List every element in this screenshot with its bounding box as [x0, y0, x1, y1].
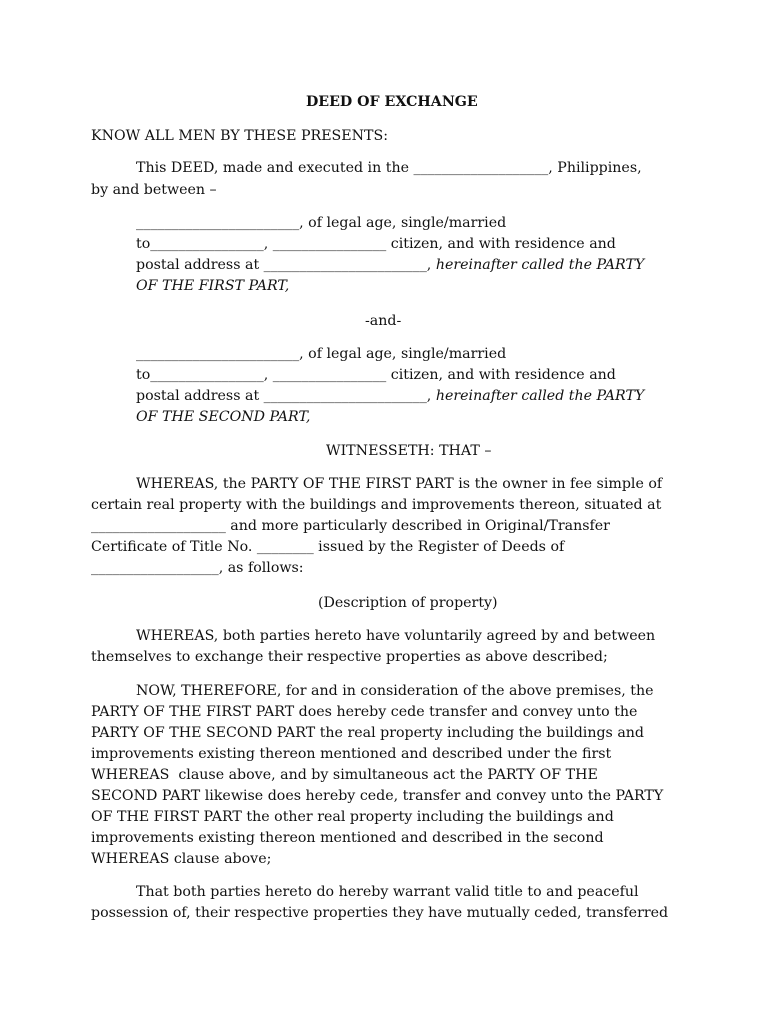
second-party-line: _______________________, of legal age, single/married: [136, 346, 507, 362]
first-party-designation-text: OF THE FIRST PART,: [136, 278, 290, 294]
witnesseth-heading: WITNESSETH: THAT –: [326, 443, 492, 459]
property-description: (Description of property): [318, 595, 498, 611]
whereas-2-line: WHEREAS, both parties hereto have voluntarily agreed by and between: [136, 628, 656, 644]
second-party-designation-text: OF THE SECOND PART,: [136, 409, 311, 425]
now-therefore-line: PARTY OF THE SECOND PART the real property including the buildings and: [91, 725, 645, 741]
second-party-designation: [136, 407, 310, 427]
whereas-1-line: ___________________ and more particularly described in Original/Transfer: [91, 518, 610, 534]
whereas-2-line: themselves to exchange their respective properties as above described;: [91, 649, 608, 665]
first-party-address: [136, 255, 644, 275]
whereas-1-line: certain real property with the buildings and improvements thereon, situated at: [91, 497, 662, 513]
now-therefore-line: WHEREAS clause above, and by simultaneous act the PARTY OF THE: [91, 767, 598, 783]
intro-line: This DEED, made and executed in the ___________________, Philippines,: [136, 160, 642, 176]
address-italic-text: hereinafter called the PARTY: [435, 388, 645, 404]
address-text: postal address at _______________________,: [136, 257, 436, 273]
second-party-address: [136, 386, 644, 406]
warranty-line: That both parties hereto do hereby warrant valid title to and peaceful: [136, 884, 639, 900]
now-therefore-line: SECOND PART likewise does hereby cede, transfer and convey unto the PARTY: [91, 788, 664, 804]
address-text: postal address at _______________________,: [136, 388, 436, 404]
whereas-1-line: WHEREAS, the PARTY OF THE FIRST PART is the owner in fee simple of: [136, 476, 663, 492]
first-party-line: to________________, ________________ citizen, and with residence and: [136, 236, 616, 252]
intro-line: by and between –: [91, 182, 217, 198]
opening-line: KNOW ALL MEN BY THESE PRESENTS:: [91, 128, 389, 144]
and-separator: -and-: [365, 313, 402, 329]
whereas-1-line: __________________, as follows:: [91, 560, 304, 576]
now-therefore-line: OF THE FIRST PART the other real property including the buildings and: [91, 809, 614, 825]
second-party-line: to________________, ________________ citizen, and with residence and: [136, 367, 616, 383]
first-party-designation: [136, 276, 289, 296]
now-therefore-line: NOW, THEREFORE, for and in consideration of the above premises, the: [136, 683, 654, 699]
warranty-line: possession of, their respective properties they have mutually ceded, transferred: [91, 905, 669, 921]
whereas-1-line: Certificate of Title No. ________ issued by the Register of Deeds of: [91, 539, 565, 555]
now-therefore-line: WHEREAS clause above;: [91, 851, 272, 867]
address-italic-text: hereinafter called the PARTY: [435, 257, 645, 273]
now-therefore-line: improvements existing thereon mentioned and described under the first: [91, 746, 612, 762]
document-title: DEED OF EXCHANGE: [306, 94, 478, 110]
first-party-line: _______________________, of legal age, single/married: [136, 215, 507, 231]
now-therefore-line: improvements existing thereon mentioned and described in the second: [91, 830, 604, 846]
now-therefore-line: PARTY OF THE FIRST PART does hereby cede transfer and convey unto the: [91, 704, 638, 720]
